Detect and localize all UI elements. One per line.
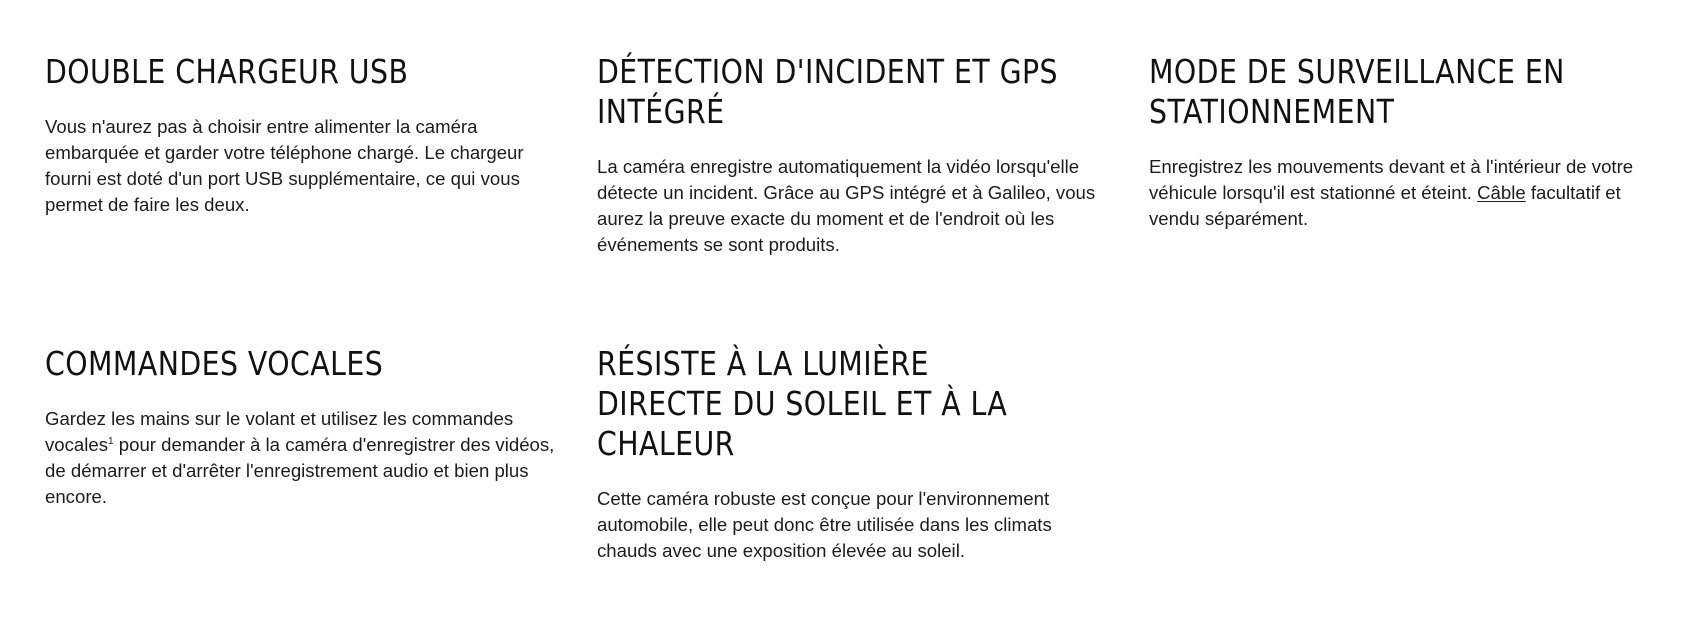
feature-voice-commands (45, 344, 567, 636)
feature-title: MODE DE SURVEILLANCE EN STATIONNEMENT (1149, 52, 1565, 131)
features-grid (45, 52, 1671, 636)
feature-sun-heat-resistant (597, 344, 1119, 636)
feature-title: RÉSISTE À LA LUMIÈRE DIRECTE DU SOLEIL ET À LA CHALEUR (597, 344, 1008, 463)
feature-description (1149, 154, 1671, 232)
feature-title: DOUBLE CHARGEUR USB (45, 52, 409, 91)
feature-description: Cette caméra robuste est conçue pour l'environnement automobile, elle peut donc être utilisée dans les climats chauds avec une exposition élevée au soleil. (597, 488, 1052, 561)
feature-title: DÉTECTION D'INCIDENT ET GPS INTÉGRÉ (597, 52, 1059, 131)
feature-parking-surveillance (1149, 52, 1671, 344)
feature-description-text: facultatif et vendu séparément. (1149, 182, 1621, 229)
feature-title: COMMANDES VOCALES (45, 344, 384, 383)
feature-description: La caméra enregistre automatiquement la vidéo lorsqu'elle détecte un incident. Grâce au GPS intégré et à Galileo, vous aurez la preuve exacte du moment et de l'endroit où les événements se sont produits. (597, 156, 1096, 255)
footnote-marker: 1 (108, 435, 114, 447)
feature-description-text: pour demander à la caméra d'enregistrer des vidéos, de démarrer et d'arrêter l'enregistrement audio et bien plus encore. (45, 434, 555, 507)
feature-incident-detection-gps (597, 52, 1119, 344)
feature-description-text: Enregistrez les mouvements devant et à l'intérieur de votre véhicule lorsqu'il est stationné et éteint. (1149, 156, 1634, 203)
feature-description: Vous n'aurez pas à choisir entre alimenter la caméra embarquée et garder votre téléphone chargé. Le chargeur fourni est doté d'un port USB supplémentaire, ce qui vous permet de faire les deux. (45, 116, 524, 215)
feature-description (45, 406, 567, 510)
feature-description-text: Gardez les mains sur le volant et utilisez les commandes vocales (45, 408, 514, 455)
feature-dual-usb-charger (45, 52, 567, 344)
cable-link[interactable]: Câble (1477, 182, 1526, 203)
